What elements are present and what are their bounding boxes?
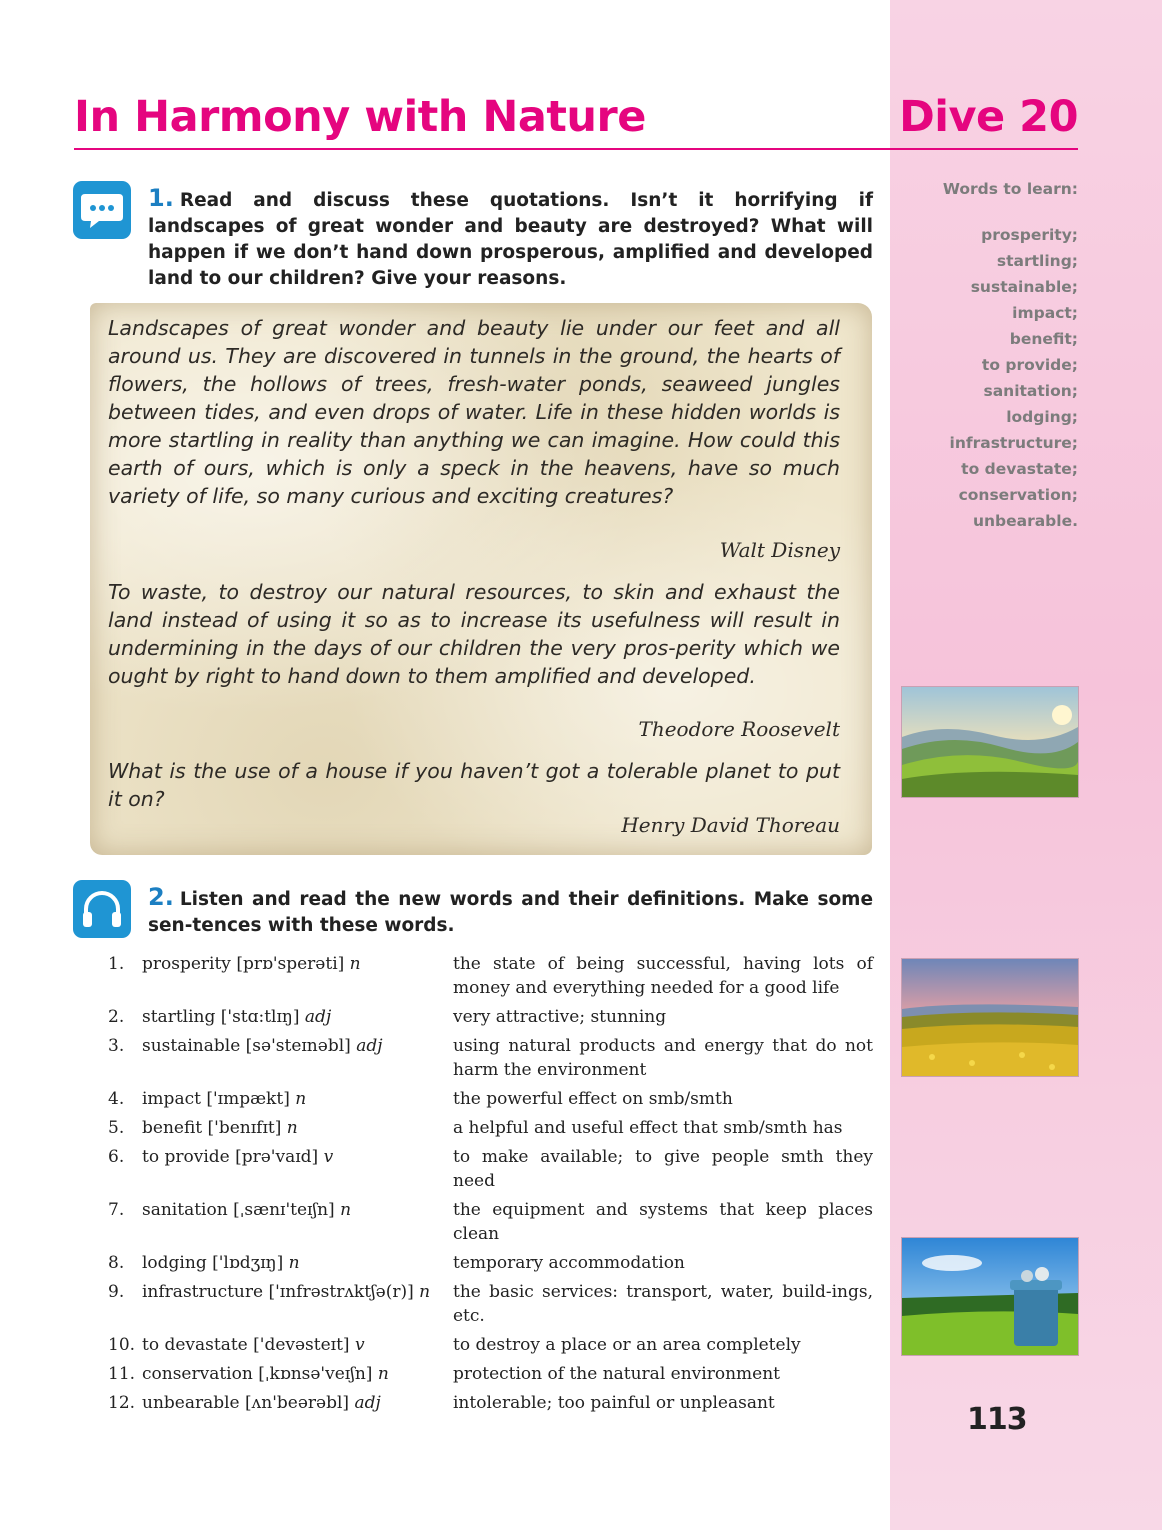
word-item: startling; — [996, 252, 1078, 270]
vocab-number: 12. — [108, 1393, 136, 1413]
word-item: conservation; — [958, 486, 1078, 504]
vocab-word — [142, 1333, 453, 1357]
vocab-definition: temporary accommodation — [453, 1253, 685, 1273]
trash-bin-on-meadow-photo — [901, 1237, 1079, 1356]
vocabulary-list — [108, 952, 876, 1420]
word-item: prosperity; — [981, 226, 1078, 244]
vocab-part-of-speech: n — [288, 1253, 300, 1273]
vocab-row — [108, 1362, 876, 1386]
quote-2-text: To waste, to destroy our natural resources, to skin and exhaust the land instead of using it so as to increase its usefulness will result in undermining in the days of our children the very pros-perity which we ought by right to hand down to them amplified and developed. — [108, 580, 840, 688]
vocab-number: 8. — [108, 1253, 125, 1273]
vocab-term: infrastructure ['ɪnfrəstrʌktʃə(r)] — [142, 1282, 414, 1302]
vocab-definition: to make available; to give people smth they need — [453, 1147, 873, 1191]
sunset-flower-field-photo — [901, 958, 1079, 1077]
word-item: sanitation; — [983, 382, 1078, 400]
vocab-definition: very attractive; stunning — [453, 1007, 667, 1027]
task-1-number: 1. — [148, 184, 174, 212]
task-2-number: 2. — [148, 883, 174, 911]
vocab-term: to provide [prə'vaɪd] — [142, 1147, 319, 1167]
word-item: to provide; — [981, 356, 1078, 374]
vocab-definition: a helpful and useful effect that smb/smth has — [453, 1118, 843, 1138]
dive-label: Dive 20 — [899, 92, 1078, 142]
vocab-word — [142, 1005, 453, 1029]
word-item: infrastructure; — [949, 434, 1078, 452]
vocab-definition: the equipment and systems that keep places clean — [453, 1200, 873, 1244]
vocab-word — [142, 952, 453, 976]
speech-bubble-icon — [73, 181, 131, 239]
quote-3-author: Henry David Thoreau — [621, 813, 840, 837]
task-2-instructions — [148, 884, 873, 939]
vocab-word — [142, 1251, 453, 1275]
vocab-part-of-speech: adj — [356, 1036, 383, 1056]
vocab-word — [142, 1087, 453, 1111]
vocab-word — [142, 1116, 453, 1140]
word-item: sustainable; — [970, 278, 1078, 296]
vocab-word — [142, 1034, 453, 1058]
vocab-part-of-speech: adj — [354, 1393, 381, 1413]
vocab-term: to devastate ['devəsteɪt] — [142, 1335, 350, 1355]
vocab-row — [108, 1333, 876, 1357]
word-item: benefit; — [1009, 330, 1078, 348]
vocab-term: sustainable [sə'steɪnəbl] — [142, 1036, 351, 1056]
vocab-term: sanitation [ˌsænɪ'teɪʃn] — [142, 1200, 335, 1220]
quote-3-text: What is the use of a house if you haven’t got a tolerable planet to put it on? — [108, 759, 840, 811]
vocab-term: prosperity [prɒ'sperəti] — [142, 954, 345, 974]
vocab-part-of-speech: n — [286, 1118, 298, 1138]
vocab-word — [142, 1198, 453, 1222]
quote-2-author: Theodore Roosevelt — [638, 717, 840, 741]
vocab-word — [142, 1145, 453, 1169]
vocab-row — [108, 1087, 876, 1111]
vocab-number: 3. — [108, 1036, 125, 1056]
vocab-number: 7. — [108, 1200, 125, 1220]
vocab-definition: protection of the natural environment — [453, 1364, 780, 1384]
vocab-definition: the powerful effect on smb/smth — [453, 1089, 733, 1109]
vocab-part-of-speech: v — [354, 1335, 365, 1355]
vocab-row — [108, 1391, 876, 1415]
word-item: impact; — [1012, 304, 1078, 322]
vocab-word — [142, 1280, 453, 1304]
quote-1-text: Landscapes of great wonder and beauty lie under our feet and all around us. They are discovered in tunnels in the ground, the hearts of flowers, the hollows of trees, fresh-water ponds, seaweed jungles between tides, and even drops of water. Life in these hidden worlds is more startling in reality than anything we can imagine. How could this earth of ours, which is only a speck in the heavens, have so much variety of life, so many curious and exciting creatures? — [108, 316, 840, 508]
page-number: 113 — [967, 1402, 1027, 1437]
task-1-instructions — [148, 185, 873, 292]
vocab-definition: the basic services: transport, water, build-ings, etc. — [453, 1282, 873, 1326]
vocab-row — [108, 1005, 876, 1029]
vocab-term: impact ['ɪmpækt] — [142, 1089, 290, 1109]
vocab-part-of-speech: n — [349, 954, 361, 974]
word-item: to devastate; — [961, 460, 1078, 478]
vocab-row — [108, 1116, 876, 1140]
vocab-definition: using natural products and energy that do not harm the environment — [453, 1036, 873, 1080]
vocab-number: 11. — [108, 1364, 136, 1384]
vocab-number: 10. — [108, 1335, 136, 1355]
task-1-text: Read and discuss these quotations. Isn’t it horrifying if landscapes of great wonder and beauty are destroyed? What will happen if we don’t hand down prosperous, amplified and developed land to our children? Give your reasons. — [148, 190, 873, 289]
vocab-word — [142, 1362, 453, 1386]
vocab-number: 9. — [108, 1282, 125, 1302]
vocab-definition: to destroy a place or an area completely — [453, 1335, 801, 1355]
vocab-term: conservation [ˌkɒnsə'veɪʃn] — [142, 1364, 373, 1384]
vocab-row — [108, 1251, 876, 1275]
vocab-part-of-speech: adj — [304, 1007, 332, 1027]
vocab-number: 5. — [108, 1118, 125, 1138]
words-to-learn-heading: Words to learn: — [942, 180, 1078, 198]
header-rule — [74, 148, 1078, 150]
vocab-term: benefit ['benɪfɪt] — [142, 1118, 282, 1138]
vocab-number: 2. — [108, 1007, 125, 1027]
vocab-row — [108, 1145, 876, 1193]
vocab-term: unbearable [ʌn'beərəbl] — [142, 1393, 350, 1413]
quote-1-author: Walt Disney — [719, 538, 840, 562]
vocab-part-of-speech: n — [419, 1282, 431, 1302]
word-item: lodging; — [1006, 408, 1078, 426]
hills-landscape-photo — [901, 686, 1079, 798]
vocab-row — [108, 1034, 876, 1082]
vocab-word — [142, 1391, 453, 1415]
vocab-number: 4. — [108, 1089, 125, 1109]
headphones-icon — [73, 880, 131, 938]
vocab-part-of-speech: n — [295, 1089, 307, 1109]
vocab-row — [108, 1198, 876, 1246]
words-to-learn-list — [950, 222, 1079, 534]
vocab-definition: the state of being successful, having lots of money and everything needed for a good life — [453, 954, 873, 998]
vocab-term: lodging ['lɒdʒɪŋ] — [142, 1253, 284, 1273]
vocab-part-of-speech: n — [340, 1200, 352, 1220]
vocab-row — [108, 952, 876, 1000]
vocab-term: startling ['stɑ:tlɪŋ] — [142, 1007, 300, 1027]
word-item: unbearable. — [972, 512, 1078, 530]
vocab-row — [108, 1280, 876, 1328]
page-title: In Harmony with Nature — [74, 92, 646, 142]
vocab-number: 1. — [108, 954, 125, 974]
vocab-number: 6. — [108, 1147, 125, 1167]
vocab-definition: intolerable; too painful or unpleasant — [453, 1393, 775, 1413]
vocab-part-of-speech: v — [323, 1147, 334, 1167]
task-2-text: Listen and read the new words and their definitions. Make some sen-tences with these words. — [148, 889, 873, 936]
vocab-part-of-speech: n — [377, 1364, 389, 1384]
